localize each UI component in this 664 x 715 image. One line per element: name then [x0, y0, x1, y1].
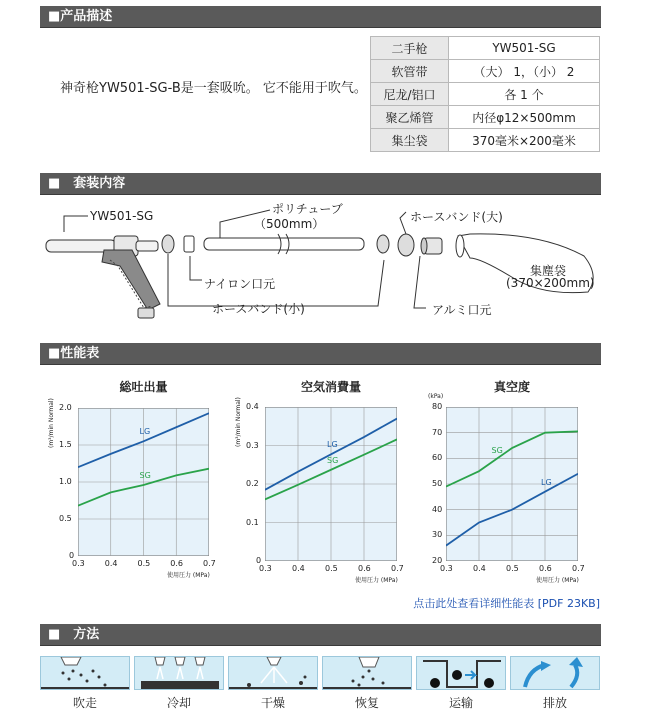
- method-blow-off-icon: [40, 656, 130, 690]
- method-cooling-icon: [134, 656, 224, 690]
- y-tick-label: 0: [256, 556, 262, 565]
- x-tick-label: 0.6: [358, 564, 371, 573]
- x-tick-label: 0.6: [170, 559, 183, 568]
- method-label: 干燥: [260, 696, 285, 710]
- spec-key: 软管带: [371, 60, 449, 83]
- label-nylon-port: ナイロン口元: [204, 277, 276, 291]
- table-row: [371, 60, 600, 83]
- y-axis-label: (m³/min Normal): [48, 398, 55, 448]
- spec-key: 尼龙/铝口: [371, 83, 449, 106]
- x-tick-label: 0.4: [104, 559, 118, 568]
- label-gun-model: YW501-SG: [90, 209, 154, 223]
- y-tick-label: 50: [432, 479, 443, 488]
- y-tick-label: 60: [432, 453, 443, 463]
- label-hose-band-large: ホースバンド(大): [410, 210, 503, 224]
- x-tick-label: 0.5: [506, 564, 519, 573]
- leader-gun: [64, 216, 88, 232]
- hose-band-small-1: [162, 235, 174, 253]
- x-tick-label: 0.5: [325, 564, 338, 573]
- section-header-performance: ■性能表: [40, 343, 601, 365]
- spec-value: 370毫米×200毫米: [449, 129, 600, 152]
- spec-value: 内径φ12×500mm: [449, 106, 600, 129]
- label-hose-band-small: ホースバンド(小): [212, 302, 305, 316]
- y-tick-label: 1.0: [59, 477, 72, 486]
- x-tick-label: 0.6: [539, 564, 552, 573]
- table-row: [371, 106, 600, 129]
- y-tick-label: 0: [69, 551, 75, 560]
- x-tick-label: 0.3: [72, 559, 85, 568]
- method-discharge-icon: [510, 656, 600, 690]
- method-label: 吹走: [72, 696, 97, 710]
- hose-band-small-2: [377, 235, 389, 253]
- y-tick-label: 0.2: [246, 479, 259, 488]
- nylon-port-shape: [184, 236, 194, 252]
- description-text: 神奇枪YW501-SG-B是一套吸吮。 它不能用于吹气。: [60, 81, 367, 96]
- series-label-sg: SG: [139, 470, 151, 480]
- section-header-description: ■产品描述: [40, 6, 601, 28]
- y-tick-label: 40: [432, 504, 443, 514]
- spec-value: YW501-SG: [449, 37, 600, 60]
- spec-table: [370, 36, 600, 152]
- x-tick-label: 0.4: [292, 564, 305, 573]
- table-row: [371, 37, 600, 60]
- label-dust-bag-size: (370×200mm): [506, 276, 595, 290]
- series-label-lg: LG: [327, 440, 338, 450]
- label-tube-name: ポリチューブ: [272, 202, 343, 216]
- y-tick-label: 0.5: [59, 514, 72, 523]
- x-tick-label: 0.7: [391, 564, 404, 573]
- pdf-detail-link[interactable]: 点击此处查看详细性能表 [PDF 23KB]: [413, 597, 600, 610]
- chart-title: 真空度: [493, 380, 530, 394]
- y-tick-label: 1.5: [59, 440, 72, 449]
- leader-band-large: [400, 212, 406, 234]
- x-axis-label: 使用圧力 (MPa): [536, 577, 579, 584]
- chart-plot-area: [265, 407, 397, 561]
- x-tick-label: 0.3: [440, 564, 453, 573]
- chart-plot-area: [446, 407, 578, 561]
- y-tick-label: 0.1: [246, 517, 259, 527]
- poly-tube: [204, 238, 364, 250]
- section-header-method: ■ 方法: [40, 624, 601, 646]
- hose-band-large: [398, 234, 414, 256]
- chart-title: 空気消費量: [300, 380, 361, 394]
- label-dust-bag: 集塵袋: [530, 264, 567, 278]
- spec-key: 聚乙烯管: [371, 106, 449, 129]
- y-tick-label: 30: [432, 530, 443, 540]
- gun-nozzle: [136, 241, 158, 251]
- chart-title: 総吐出量: [119, 380, 168, 394]
- method-label: 运输: [448, 696, 473, 710]
- method-drying-icon: [228, 656, 318, 690]
- x-axis-label: 使用圧力 (MPa): [355, 577, 398, 584]
- leader-nylon: [190, 256, 202, 280]
- spec-key: 集尘袋: [371, 129, 449, 152]
- y-axis-label: (kPa): [428, 393, 444, 400]
- gun-inlet: [138, 308, 154, 318]
- method-recovery-icon: [322, 656, 412, 690]
- method-transport-icon: [416, 656, 506, 690]
- y-tick-label: 0.3: [246, 440, 259, 450]
- y-axis-label: (m³/min Normal): [235, 397, 242, 447]
- table-row: [371, 129, 600, 152]
- x-tick-label: 0.7: [572, 564, 585, 573]
- spec-key: 二手枪: [371, 37, 449, 60]
- leader-aluminum: [414, 256, 426, 308]
- y-tick-label: 80: [432, 402, 443, 411]
- series-label-sg: SG: [327, 455, 339, 465]
- x-axis-label: 使用圧力 (MPa): [167, 572, 210, 579]
- x-tick-label: 0.4: [473, 564, 486, 573]
- series-label-lg: LG: [139, 427, 151, 437]
- y-tick-label: 2.0: [59, 403, 72, 412]
- y-tick-label: 70: [432, 427, 443, 437]
- label-aluminum-port: アルミ口元: [432, 303, 492, 317]
- x-tick-label: 0.5: [137, 559, 151, 568]
- section-header-contents: ■ 套装内容: [40, 173, 601, 195]
- series-label-sg: SG: [491, 445, 503, 455]
- x-tick-label: 0.7: [203, 559, 216, 568]
- y-tick-label: 0.4: [246, 402, 259, 411]
- method-label: 恢复: [354, 696, 379, 710]
- table-row: [371, 83, 600, 106]
- gun-grip: [102, 250, 160, 310]
- series-label-lg: LG: [541, 477, 552, 487]
- method-label: 冷却: [166, 696, 191, 710]
- label-tube-size: （500mm）: [254, 217, 325, 231]
- y-tick-label: 20: [432, 556, 443, 565]
- spec-value: （大） 1，（小） 2: [449, 60, 600, 83]
- method-label: 排放: [542, 696, 567, 710]
- x-tick-label: 0.3: [259, 564, 272, 573]
- spec-value: 各 1 个: [449, 83, 600, 106]
